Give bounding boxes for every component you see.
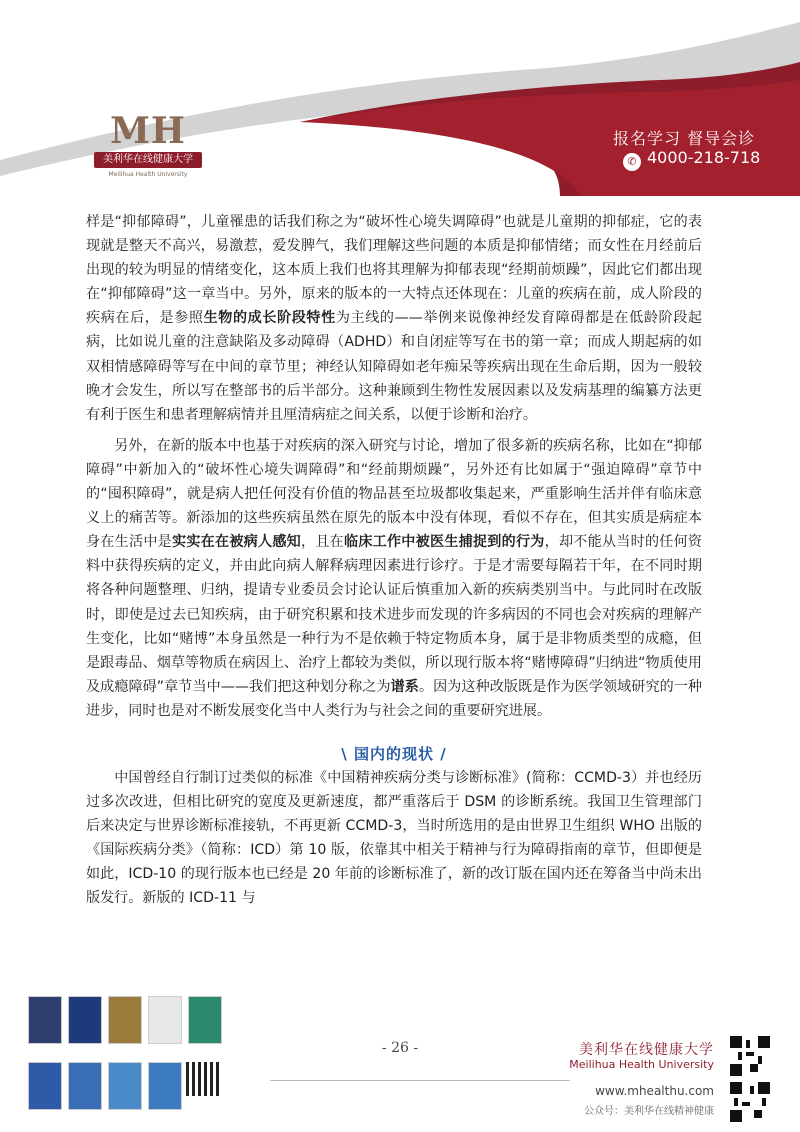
text-run: ，却不能从当时的任何资料中获得疾病的定义，并由此向病人解释病理因素进行诊疗。于是才需要每隔若干年，在不同时期将各种问题整理、归纳，提请专业委员会讨论认证后慎重加入新的疾病类别当中。与此同时在改版时，即使是过去已知疾病，由于研究积累和技术进步而发现的许多病因的不同也会对疾病的理解产生变化，比如“赌博”本身虽然是一种行为不是依赖于特定物质本身，属于是非物质类型的成瘾，但是跟毒品、烟草等物质在病因上、治疗上都较为类似，所以现行版本将“赌博障碍”归纳进“物质使用及成瘾障碍”章节当中——我们把这种划分称之为 — [86, 534, 703, 695]
footer-divider — [270, 1080, 570, 1081]
book-cover — [108, 996, 142, 1044]
text-run: 样是“抑郁障碍”，儿童罹患的话我们称之为“破坏性心境失调障碍”也就是儿童期的抑郁症，它的表现就是整天不高兴，易激惹，爱发脾气，我们理解这些问题的本质是抑郁情绪；而女性在月经前后出现的较为明显的情绪变化，这本质上我们也将其理解为抑郁表现“经期前烦躁”，因此它们都出现在“抑郁障碍”这一章当中。另外，原来的版本的一大特点还体现在：儿童的疾病在前，成人阶段的疾病在后，是参照 — [86, 214, 702, 327]
logo-mark: MH — [110, 110, 186, 152]
paragraph-2 — [86, 434, 702, 723]
page-header — [0, 0, 800, 200]
emphasis: 生物的成长阶段特性 — [203, 310, 336, 327]
phone-icon: ✆ — [623, 153, 641, 171]
article-body — [86, 210, 702, 911]
footer-brand-cn: 美利华在线健康大学 — [579, 1042, 714, 1058]
book-cover — [28, 996, 62, 1044]
book-cover — [68, 1062, 102, 1110]
book-covers — [28, 996, 248, 1126]
book-cover — [68, 996, 102, 1044]
text-run: 另外，在新的版本中也基于对疾病的深入研究与讨论，增加了很多新的疾病名称，比如在“抑郁障碍”中新加入的“破坏性心境失调障碍”和“经前期烦躁”，另外还有比如属于“强迫障碍”章节中的“囤积障碍”，就是病人把任何没有价值的物品甚至垃圾都收集起来，严重影响生活并伴有临床意义上的痛苦等。新添加的这些疾病虽然在原先的版本中没有体现，看似不存在，但其实质是病症本身在生活中是 — [86, 437, 702, 551]
book-cover — [188, 996, 222, 1044]
header-slogan: 报名学习 督导会诊 — [613, 129, 756, 148]
logo — [92, 102, 204, 188]
emphasis: 临床工作中被医生捕捉到的行为 — [343, 534, 545, 551]
page-number: - 26 - — [381, 1040, 419, 1056]
qr-code-icon — [730, 1082, 770, 1122]
paragraph-1 — [86, 210, 702, 427]
section-heading: \ 国内的现状 / — [341, 744, 447, 763]
phone-number: 4000-218-718 — [647, 148, 761, 167]
text-run: 为主线的——举例来说像神经发育障碍都是在低龄阶段起病，比如说儿童的注意缺陷及多动障碍（ADHD）和自闭症等写在书的第一章；而成人期起病的如双相情感障碍等写在中间的章节里；神经认知障碍如老年痴呆等疾病出现在生命后期，因为一般较晚才会发生，所以写在整部书的后半部分。这种兼顾到生物性发展因素以及发病基理的编纂方法更有利于医生和患者理解病情并且厘清病症之间关系，以便于诊断和治疗。 — [86, 310, 703, 423]
text-run: 。因为这种改版既是作为医学领域研究的一种进步，同时也是对不断发展变化当中人类行为与社会之间的重要研究进展。 — [86, 678, 703, 719]
logo-subtitle: Meilihua Health University — [108, 171, 188, 178]
header-phone — [623, 148, 760, 171]
text-run: ，且在 — [300, 534, 344, 551]
emphasis: 谱系 — [390, 678, 419, 695]
qr-code-icon — [730, 1036, 770, 1076]
footer-url[interactable]: www.mhealthu.com — [595, 1084, 714, 1098]
emphasis: 实实在在被病人感知 — [172, 534, 301, 551]
book-cover — [28, 1062, 62, 1110]
logo-name: 美利华在线健康大学 — [94, 152, 202, 168]
footer-wechat: 公众号：美利华在线精神健康 — [584, 1106, 714, 1117]
footer-brand-en: Meilihua Health University — [569, 1058, 714, 1071]
paragraph-3: 中国曾经自行制订过类似的标准《中国精神疾病分类与诊断标准》(简称：CCMD-3）并也经历过多次改进，但相比研究的宽度及更新速度，都严重落后于 DSM 的诊断系统。我国卫生管理部门后来决定与世界诊断标准接轨，不再更新 CCMD-3，当时所选用的是由世界卫生组织 WHO 出版的《国际疾病分类》（简称：ICD）第 10 版，依靠其中相关于精神与行为障碍指南的章节，但即便是如此，ICD-10 的现行版本也已经是 20 年前的诊断标准了，新的改订版在国内还在筹备当中尚未出版发行。新版的 ICD-11 与 — [86, 769, 702, 907]
qr-code-icon — [186, 1062, 220, 1096]
book-cover — [108, 1062, 142, 1110]
book-cover — [148, 996, 182, 1044]
book-cover — [148, 1062, 182, 1110]
